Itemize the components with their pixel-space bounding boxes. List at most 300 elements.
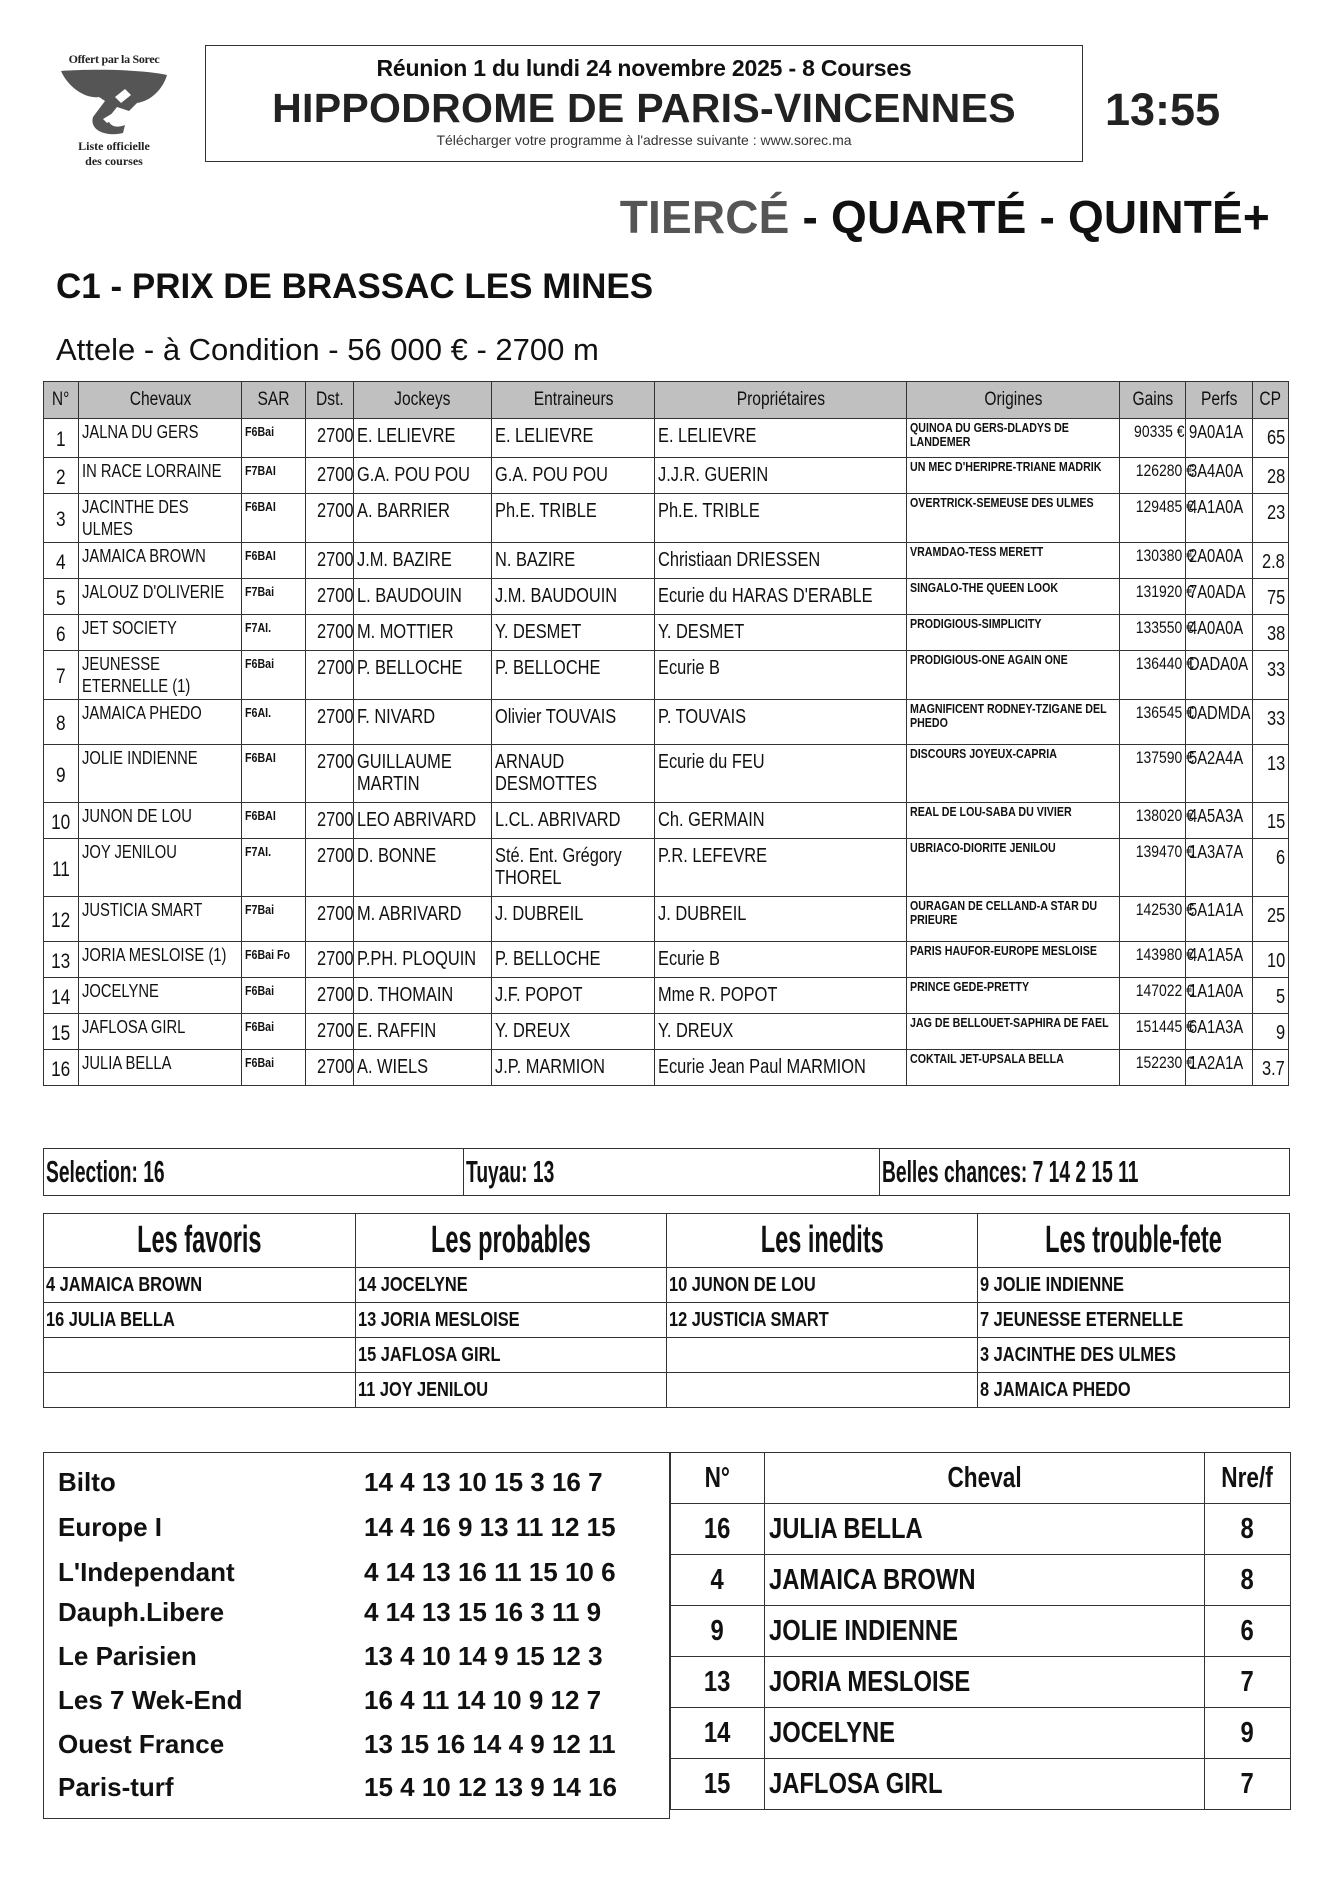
category-header-trouble-fete: Les trouble-fete [978,1214,1290,1268]
meeting-header [205,45,1083,162]
owner-cell: P.R. LEFEVRE [655,839,907,897]
press-source: Paris-turf [58,1772,174,1802]
owner-cell: Ecurie du FEU [655,745,907,803]
jockey-cell: M. ABRIVARD [354,897,492,942]
distance-cell: 2700 [305,745,353,803]
top-pick-number: 13 [671,1657,765,1708]
col-header: Dst. [305,382,353,419]
runner-number-cell: 13 [44,942,79,978]
top-pick-horse: JAFLOSA GIRL [765,1759,1205,1810]
category-row [44,1373,1290,1408]
perfs-cell: 6A1A3A [1186,1014,1252,1050]
perfs-cell: 1A2A1A [1186,1050,1252,1086]
category-cell: 3 JACINTHE DES ULMES [978,1338,1290,1373]
jockey-cell: L. BAUDOUIN [354,579,492,615]
venue-name: HIPPODROME DE PARIS-VINCENNES [272,85,1016,131]
category-cell [44,1338,356,1373]
runner-number-cell: 11 [44,839,79,897]
jockey-cell: M. MOTTIER [354,615,492,651]
owner-cell: Ecurie Jean Paul MARMION [655,1050,907,1086]
perfs-cell: 4A5A3A [1186,803,1252,839]
top-col-count: Nre/f [1205,1453,1291,1504]
runner-row [44,579,1289,615]
horse-name-cell: JOY JENILOU [79,839,242,897]
runner-row [44,419,1289,458]
sar-cell: F6Bai [242,978,305,1014]
category-cell [667,1373,978,1408]
runner-row [44,942,1289,978]
perfs-cell: 4A1A0A [1186,494,1252,543]
top-pick-horse: JORIA MESLOISE [765,1657,1205,1708]
trainer-cell: Sté. Ent. Grégory THOREL [492,839,655,897]
press-pick-row [58,1467,658,1507]
distance-cell: 2700 [305,700,353,745]
origins-cell: JAG DE BELLOUET-SAPHIRA DE FAEL [907,1014,1120,1050]
col-header: Perfs [1186,382,1252,419]
gains-cell: 136440 € [1119,651,1185,700]
origins-cell: OVERTRICK-SEMEUSE DES ULMES [907,494,1120,543]
gains-cell: 129485 € [1119,494,1185,543]
press-pick-row [58,1641,658,1681]
category-cell: 8 JAMAICA PHEDO [978,1373,1290,1408]
perfs-cell: 1A1A0A [1186,978,1252,1014]
cp-cell: 5 [1252,978,1288,1014]
top-pick-count: 6 [1205,1606,1291,1657]
press-picks: 13 4 10 14 9 15 12 3 [364,1641,603,1671]
horse-name-cell: IN RACE LORRAINE [79,458,242,494]
sar-cell: F6Bai [242,419,305,458]
perfs-cell: 7A0ADA [1186,579,1252,615]
top-pick-horse: JOLIE INDIENNE [765,1606,1205,1657]
perfs-cell: 9A0A1A [1186,419,1252,458]
gains-cell: 147022 € [1119,978,1185,1014]
top-pick-row [671,1759,1291,1810]
horse-name-cell: JALNA DU GERS [79,419,242,458]
gains-cell: 151445 € [1119,1014,1185,1050]
sar-cell: F6AI. [242,700,305,745]
runner-row [44,839,1289,897]
top-col-horse: Cheval [765,1453,1205,1504]
perfs-cell: 4A0A0A [1186,615,1252,651]
distance-cell: 2700 [305,458,353,494]
sar-cell: F6Bai [242,651,305,700]
jockey-cell: A. BARRIER [354,494,492,543]
origins-cell: VRAMDAO-TESS MERETT [907,543,1120,579]
top-pick-horse: JAMAICA BROWN [765,1555,1205,1606]
category-cell: 12 JUSTICIA SMART [667,1303,978,1338]
runner-row [44,1050,1289,1086]
cp-cell: 75 [1252,579,1288,615]
sar-cell: F7Bai [242,897,305,942]
press-pick-row [58,1729,658,1769]
press-source: Europe I [58,1512,163,1542]
distance-cell: 2700 [305,419,353,458]
origins-cell: MAGNIFICENT RODNEY-TZIGANE DEL PHEDO [907,700,1120,745]
gains-cell: 138020 € [1119,803,1185,839]
jockey-cell: GUILLAUME MARTIN [354,745,492,803]
trainer-cell: Olivier TOUVAIS [492,700,655,745]
top-pick-count: 8 [1205,1555,1291,1606]
owner-cell: J. DUBREIL [655,897,907,942]
category-cell: 7 JEUNESSE ETERNELLE [978,1303,1290,1338]
logo-bottom-text-1: Liste officielle [78,139,150,153]
top-pick-row [671,1606,1291,1657]
trainer-cell: J.F. POPOT [492,978,655,1014]
cp-cell: 15 [1252,803,1288,839]
distance-cell: 2700 [305,978,353,1014]
category-cell: 11 JOY JENILOU [356,1373,667,1408]
press-pick-row [58,1772,658,1812]
perfs-cell: 5A2A4A [1186,745,1252,803]
runner-number-cell: 6 [44,615,79,651]
horse-name-cell: JAFLOSA GIRL [79,1014,242,1050]
origins-cell: PRODIGIOUS-SIMPLICITY [907,615,1120,651]
top-pick-horse: JOCELYNE [765,1708,1205,1759]
press-pick-row [58,1685,658,1725]
runner-number-cell: 10 [44,803,79,839]
distance-cell: 2700 [305,897,353,942]
distance-cell: 2700 [305,579,353,615]
top-pick-row [671,1504,1291,1555]
sorec-logo [52,52,176,170]
horse-name-cell: JEUNESSE ETERNELLE (1) [79,651,242,700]
perfs-cell: DADA0A [1186,651,1252,700]
category-row [44,1303,1290,1338]
runner-number-cell: 8 [44,700,79,745]
gains-cell: 90335 € [1119,419,1185,458]
trainer-cell: P. BELLOCHE [492,942,655,978]
top-pick-number: 4 [671,1555,765,1606]
jockey-cell: P. BELLOCHE [354,651,492,700]
runner-row [44,615,1289,651]
perfs-cell: 2A0A0A [1186,543,1252,579]
origins-cell: COKTAIL JET-UPSALA BELLA [907,1050,1120,1086]
runner-row [44,803,1289,839]
cp-cell: 13 [1252,745,1288,803]
top-pick-row [671,1555,1291,1606]
jockey-cell: P.PH. PLOQUIN [354,942,492,978]
sar-cell: F6BAI [242,803,305,839]
runner-number-cell: 9 [44,745,79,803]
origins-cell: PRINCE GEDE-PRETTY [907,978,1120,1014]
perfs-cell: 1A3A7A [1186,839,1252,897]
horse-name-cell: JORIA MESLOISE (1) [79,942,242,978]
jockey-cell: D. BONNE [354,839,492,897]
horse-name-cell: JUSTICIA SMART [79,897,242,942]
gains-cell: 133550 € [1119,615,1185,651]
press-picks: 4 14 13 15 16 3 11 9 [364,1597,602,1627]
trainer-cell: G.A. POU POU [492,458,655,494]
sar-cell: F6BAI [242,745,305,803]
race-time: 13:55 [1105,84,1221,135]
gains-cell: 137590 € [1119,745,1185,803]
trainer-cell: J. DUBREIL [492,897,655,942]
sar-cell: F6BAI [242,543,305,579]
horse-name-cell: JULIA BELLA [79,1050,242,1086]
cp-cell: 38 [1252,615,1288,651]
category-cell: 15 JAFLOSA GIRL [356,1338,667,1373]
bet-types [620,190,1270,244]
distance-cell: 2700 [305,803,353,839]
press-source: Bilto [58,1467,116,1497]
runner-row [44,897,1289,942]
sar-cell: F6Bai [242,1050,305,1086]
category-cell: 10 JUNON DE LOU [667,1268,978,1303]
runners-table [43,381,1289,1086]
cp-cell: 3.7 [1252,1050,1288,1086]
runner-row [44,543,1289,579]
cp-cell: 23 [1252,494,1288,543]
cp-cell: 10 [1252,942,1288,978]
origins-cell: PRODIGIOUS-ONE AGAIN ONE [907,651,1120,700]
runner-number-cell: 16 [44,1050,79,1086]
owner-cell: Mme R. POPOT [655,978,907,1014]
runner-row [44,494,1289,543]
category-header-inedits: Les inedits [667,1214,978,1268]
bet-tierce: TIERCÉ [619,191,790,243]
horse-name-cell: JALOUZ D'OLIVERIE [79,579,242,615]
col-header: Jockeys [354,382,492,419]
jockey-cell: LEO ABRIVARD [354,803,492,839]
runner-row [44,745,1289,803]
top-col-number: N° [671,1453,765,1504]
jockey-cell: E. RAFFIN [354,1014,492,1050]
owner-cell: Ecurie B [655,651,907,700]
horse-name-cell: JACINTHE DES ULMES [79,494,242,543]
owner-cell: Ecurie B [655,942,907,978]
category-cell [667,1338,978,1373]
perfs-cell: 4A1A5A [1186,942,1252,978]
press-picks-box [43,1452,670,1819]
press-pick-row [58,1597,658,1637]
runner-row [44,651,1289,700]
trainer-cell: Y. DREUX [492,1014,655,1050]
top-pick-count: 7 [1205,1657,1291,1708]
press-pick-row [58,1557,658,1597]
cp-cell: 65 [1252,419,1288,458]
jockey-cell: E. LELIEVRE [354,419,492,458]
distance-cell: 2700 [305,839,353,897]
bet-quarte-quinte: - QUARTÉ - QUINTÉ+ [789,191,1270,243]
category-header-favoris: Les favoris [44,1214,356,1268]
cp-cell: 6 [1252,839,1288,897]
gains-cell: 126280 € [1119,458,1185,494]
col-header: Gains [1119,382,1185,419]
distance-cell: 2700 [305,615,353,651]
horse-name-cell: JET SOCIETY [79,615,242,651]
distance-cell: 2700 [305,1014,353,1050]
download-note: Télécharger votre programme à l'adresse suivante : www.sorec.ma [436,132,852,148]
owner-cell: Ph.E. TRIBLE [655,494,907,543]
sar-cell: F6Bai [242,1014,305,1050]
owner-cell: J.J.R. GUERIN [655,458,907,494]
distance-cell: 2700 [305,1050,353,1086]
gains-cell: 152230 € [1119,1050,1185,1086]
jockey-cell: F. NIVARD [354,700,492,745]
top-pick-count: 8 [1205,1504,1291,1555]
col-header: SAR [242,382,305,419]
perfs-cell: 5A1A1A [1186,897,1252,942]
logo-top-text: Offert par la Sorec [68,52,160,66]
top-pick-row [671,1708,1291,1759]
horse-name-cell: JUNON DE LOU [79,803,242,839]
trainer-cell: J.M. BAUDOUIN [492,579,655,615]
trainer-cell: E. LELIEVRE [492,419,655,458]
runner-row [44,700,1289,745]
top-pick-number: 9 [671,1606,765,1657]
category-cell: 13 JORIA MESLOISE [356,1303,667,1338]
horse-head-icon [59,67,169,137]
jockey-cell: A. WIELS [354,1050,492,1086]
horse-name-cell: JOCELYNE [79,978,242,1014]
trainer-cell: ARNAUD DESMOTTES [492,745,655,803]
horse-name-cell: JAMAICA BROWN [79,543,242,579]
horse-name-cell: JOLIE INDIENNE [79,745,242,803]
category-row [44,1268,1290,1303]
top-pick-horse: JULIA BELLA [765,1504,1205,1555]
jockey-cell: G.A. POU POU [354,458,492,494]
press-source: Ouest France [58,1729,225,1759]
trainer-cell: P. BELLOCHE [492,651,655,700]
owner-cell: Y. DESMET [655,615,907,651]
owner-cell: Christiaan DRIESSEN [655,543,907,579]
press-source: L'Independant [58,1557,235,1587]
origins-cell: UN MEC D'HERIPRE-TRIANE MADRIK [907,458,1120,494]
trainer-cell: L.CL. ABRIVARD [492,803,655,839]
gains-cell: 136545 € [1119,700,1185,745]
gains-cell: 139470 € [1119,839,1185,897]
jockey-cell: J.M. BAZIRE [354,543,492,579]
runner-row [44,1014,1289,1050]
press-picks: 13 15 16 14 4 9 12 11 [364,1729,616,1759]
press-pick-row [58,1512,658,1552]
belles-chances-cell: Belles chances: 7 14 2 15 11 [880,1149,1290,1196]
category-cell: 4 JAMAICA BROWN [44,1268,356,1303]
sar-cell: F6Bai Fo [242,942,305,978]
sar-cell: F7BAI [242,458,305,494]
runner-number-cell: 4 [44,543,79,579]
runner-row [44,458,1289,494]
selection-table [43,1148,1290,1196]
trainer-cell: J.P. MARMION [492,1050,655,1086]
owner-cell: Ch. GERMAIN [655,803,907,839]
gains-cell: 130380 € [1119,543,1185,579]
cp-cell: 9 [1252,1014,1288,1050]
origins-cell: UBRIACO-DIORITE JENILOU [907,839,1120,897]
owner-cell: Y. DREUX [655,1014,907,1050]
col-header: Origines [907,382,1120,419]
press-picks: 14 4 13 10 15 3 16 7 [364,1467,603,1497]
runner-number-cell: 15 [44,1014,79,1050]
distance-cell: 2700 [305,494,353,543]
distance-cell: 2700 [305,942,353,978]
origins-cell: PARIS HAUFOR-EUROPE MESLOISE [907,942,1120,978]
cp-cell: 28 [1252,458,1288,494]
press-picks: 16 4 11 14 10 9 12 7 [364,1685,602,1715]
col-header: Entraineurs [492,382,655,419]
cp-cell: 2.8 [1252,543,1288,579]
runners-header-row [44,382,1289,419]
cp-cell: 25 [1252,897,1288,942]
meeting-info: Réunion 1 du lundi 24 novembre 2025 - 8 Courses [376,55,912,81]
origins-cell: QUINOA DU GERS-DLADYS DE LANDEMER [907,419,1120,458]
origins-cell: SINGALO-THE QUEEN LOOK [907,579,1120,615]
category-header-probables: Les probables [356,1214,667,1268]
runner-number-cell: 12 [44,897,79,942]
sar-cell: F7AI. [242,839,305,897]
runner-number-cell: 7 [44,651,79,700]
tuyau-cell: Tuyau: 13 [464,1149,880,1196]
category-cell: 14 JOCELYNE [356,1268,667,1303]
categories-table [43,1213,1290,1408]
top-pick-number: 15 [671,1759,765,1810]
cp-cell: 33 [1252,651,1288,700]
distance-cell: 2700 [305,651,353,700]
runner-row [44,978,1289,1014]
race-conditions: Attele - à Condition - 56 000 € - 2700 m [56,332,599,367]
trainer-cell: N. BAZIRE [492,543,655,579]
sar-cell: F7AI. [242,615,305,651]
press-source: Le Parisien [58,1641,197,1671]
jockey-cell: D. THOMAIN [354,978,492,1014]
col-header: N° [44,382,79,419]
origins-cell: REAL DE LOU-SABA DU VIVIER [907,803,1120,839]
press-source: Les 7 Wek-End [58,1685,243,1715]
col-header: Chevaux [79,382,242,419]
category-cell [44,1373,356,1408]
top-pick-number: 16 [671,1504,765,1555]
trainer-cell: Ph.E. TRIBLE [492,494,655,543]
sar-cell: F7Bai [242,579,305,615]
cp-cell: 33 [1252,700,1288,745]
perfs-cell: 0ADMDA [1186,700,1252,745]
runner-number-cell: 2 [44,458,79,494]
press-picks: 15 4 10 12 13 9 14 16 [364,1772,618,1802]
gains-cell: 131920 € [1119,579,1185,615]
trainer-cell: Y. DESMET [492,615,655,651]
owner-cell: P. TOUVAIS [655,700,907,745]
press-picks: 4 14 13 16 11 15 10 6 [364,1557,616,1587]
top-pick-row [671,1657,1291,1708]
col-header: CP [1252,382,1288,419]
logo-bottom-text-2: des courses [85,154,143,168]
selection-cell: Selection: 16 [44,1149,464,1196]
runner-number-cell: 3 [44,494,79,543]
origins-cell: DISCOURS JOYEUX-CAPRIA [907,745,1120,803]
gains-cell: 142530 € [1119,897,1185,942]
runner-number-cell: 5 [44,579,79,615]
owner-cell: E. LELIEVRE [655,419,907,458]
race-title: C1 - PRIX DE BRASSAC LES MINES [56,267,654,306]
origins-cell: OURAGAN DE CELLAND-A STAR DU PRIEURE [907,897,1120,942]
distance-cell: 2700 [305,543,353,579]
press-source: Dauph.Libere [58,1597,225,1627]
top-picks-table [670,1452,1291,1810]
category-cell: 9 JOLIE INDIENNE [978,1268,1290,1303]
col-header: Propriétaires [655,382,907,419]
press-picks: 14 4 16 9 13 11 12 15 [364,1512,616,1542]
horse-name-cell: JAMAICA PHEDO [79,700,242,745]
sar-cell: F6BAI [242,494,305,543]
top-pick-number: 14 [671,1708,765,1759]
runner-number-cell: 14 [44,978,79,1014]
runner-number-cell: 1 [44,419,79,458]
top-pick-count: 9 [1205,1708,1291,1759]
category-cell: 16 JULIA BELLA [44,1303,356,1338]
top-pick-count: 7 [1205,1759,1291,1810]
perfs-cell: 3A4A0A [1186,458,1252,494]
owner-cell: Ecurie du HARAS D'ERABLE [655,579,907,615]
